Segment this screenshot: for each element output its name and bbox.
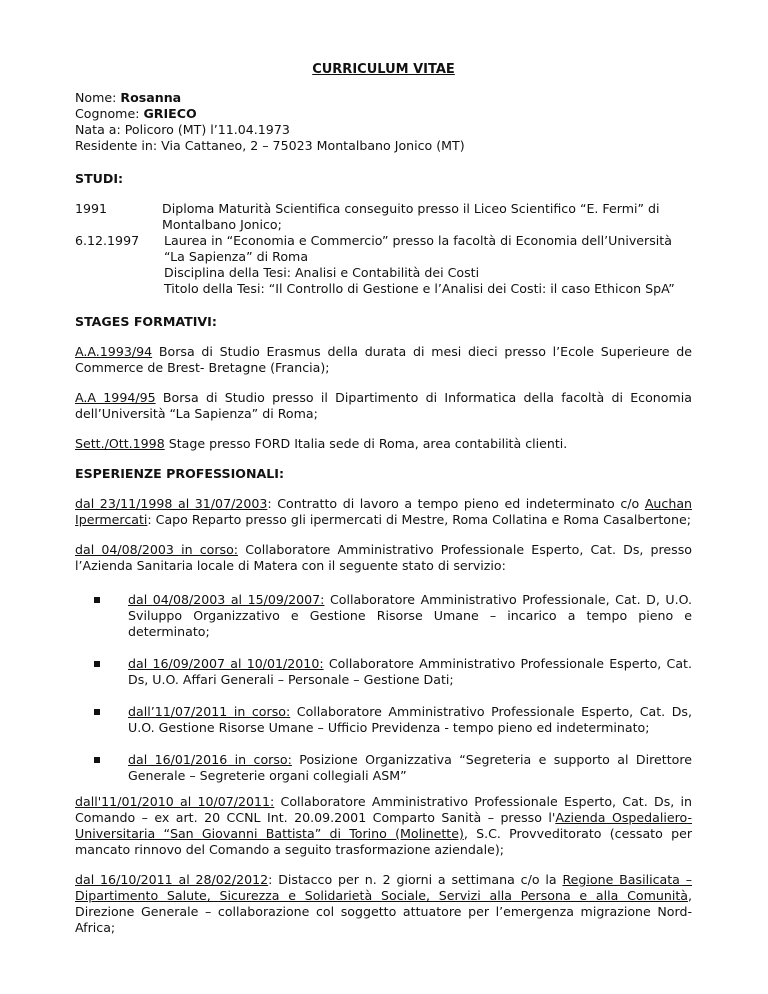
stages-heading: STAGES FORMATIVI: [75, 314, 217, 329]
cv-title: CURRICULUM VITAE [312, 62, 455, 77]
studi-row [75, 201, 692, 233]
servizio-item [75, 656, 692, 688]
esperienza-text: Collaboratore Amministrativo Professionale Esperto, Cat. Ds, presso l’Azienda Sanitaria locale di Matera con il seguente stato di servizio: [75, 542, 692, 573]
servizio-text: Posizione Organizzativa “Segreteria e supporto al Direttore Generale – Segreterie organi collegiali ASM” [128, 752, 692, 783]
servizio-text: Collaboratore Amministrativo Professionale Esperto, Cat. Ds, U.O. Gestione Risorse Umane – Ufficio Previdenza - tempo pieno ed indeterminato; [128, 704, 692, 735]
servizio-period: dal 16/09/2007 al 10/01/2010: [128, 656, 324, 671]
esperienza-item [75, 542, 692, 574]
esperienza-employer: Auchan Ipermercati [75, 496, 693, 527]
esperienza-employer: Azienda Ospedaliero-Universitaria “San Giovanni Battista” di Torino (Molinette) [75, 810, 692, 841]
studi-desc: Diploma Maturità Scientifica conseguito presso il Liceo Scientifico “E. Fermi” di Montalbano Jonico; [162, 201, 660, 232]
esperienza-period: dal 23/11/1998 al 31/07/2003 [75, 496, 268, 511]
esperienze-heading: ESPERIENZE PROFESSIONALI: [75, 466, 284, 481]
esperienza-text: : Distacco per n. 2 giorni a settimana c/o la [268, 872, 563, 887]
stage-item [75, 390, 692, 422]
studi-desc-line: Laurea in “Economia e Commercio” presso la facoltà di Economia dell’Università “La Sapienza” di Roma [164, 233, 672, 264]
servizio-text: Collaboratore Amministrativo Professionale Esperto, Cat. Ds, U.O. Affari Generali – Personale – Gestione Dati; [128, 656, 692, 687]
esperienza-period: dal 16/10/2011 al 28/02/2012 [75, 872, 269, 887]
stage-text: Stage presso FORD Italia sede di Roma, area contabilità clienti. [164, 436, 568, 451]
esperienza-period: dal 04/08/2003 in corso: [75, 542, 239, 557]
nome-line [75, 90, 692, 106]
studi-desc-line: Titolo della Tesi: “Il Controllo di Gestione e l’Analisi dei Costi: il caso Ethicon SpA” [164, 281, 675, 296]
cognome-line [75, 106, 692, 122]
esperienza-item [75, 794, 692, 858]
servizio-text: Collaboratore Amministrativo Professionale, Cat. D, U.O. Sviluppo Organizzativo e Gestione Risorse Umane – incarico a tempo pieno e determinato; [128, 592, 692, 639]
studi-heading: STUDI: [75, 171, 124, 186]
bullet-icon [94, 597, 100, 603]
esperienza-item [75, 496, 692, 528]
stage-item [75, 344, 692, 376]
studi-desc [164, 233, 692, 297]
esperienza-text: , S.C. Provveditorato (cessato per mancato rinnovo del Comando a seguito trasformazione aziendale); [75, 826, 692, 857]
studi-desc-line: Disciplina della Tesi: Analisi e Contabilità dei Costi [164, 265, 480, 280]
cognome-label: Cognome: [75, 106, 144, 121]
esperienza-item [75, 872, 692, 936]
stage-period: Sett./Ott.1998 [75, 436, 165, 451]
servizio-item [75, 704, 692, 736]
nascita-line: Nata a: Policoro (MT) l’11.04.1973 [75, 122, 290, 137]
stage-item [75, 436, 692, 452]
servizio-item [75, 752, 692, 784]
servizio-list [75, 592, 692, 784]
servizio-period: dal 04/08/2003 al 15/09/2007: [128, 592, 325, 607]
servizio-item [75, 592, 692, 640]
esperienza-employer: Regione Basilicata – Dipartimento Salute, Sicurezza e Solidarietà Sociale, Servizi alla Persona e alla Comunità [75, 872, 692, 903]
servizio-period: dal 16/01/2016 in corso: [128, 752, 292, 767]
esperienza-text: : Contratto di lavoro a tempo pieno ed indeterminato c/o [267, 496, 645, 511]
cv-page [75, 62, 692, 950]
stage-period: A.A.1993/94 [75, 344, 153, 359]
servizio-period: dall’11/07/2011 in corso: [128, 704, 291, 719]
bullet-icon [94, 709, 100, 715]
residenza-line: Residente in: Via Cattaneo, 2 – 75023 Montalbano Jonico (MT) [75, 138, 465, 153]
esperienza-text: Collaboratore Amministrativo Professionale Esperto, Cat. Ds, in Comando – ex art. 20 CCNL Int. 20.09.2001 Comparto Sanità – presso l' [75, 794, 692, 825]
bullet-icon [94, 757, 100, 763]
nome-label: Nome: [75, 90, 121, 105]
stage-period: A.A 1994/95 [75, 390, 156, 405]
studi-row [75, 233, 692, 297]
cognome-value: GRIECO [143, 106, 197, 121]
studi-date: 6.12.1997 [75, 233, 140, 248]
bullet-icon [94, 661, 100, 667]
esperienza-text: : Capo Reparto presso gli ipermercati di Mestre, Roma Collatina e Roma Casalbertone; [147, 512, 691, 527]
studi-date: 1991 [75, 201, 108, 216]
nome-value: Rosanna [120, 90, 182, 105]
stage-text: Borsa di Studio presso il Dipartimento di Informatica della facoltà di Economia dell’Università “La Sapienza” di Roma; [75, 390, 692, 421]
esperienza-text: , Direzione Generale – collaborazione col soggetto attuatore per l’emergenza migrazione Nord-Africa; [75, 888, 692, 935]
stage-text: Borsa di Studio Erasmus della durata di mesi dieci presso l’Ecole Superieure de Commerce de Brest- Bretagne (Francia); [75, 344, 692, 375]
esperienza-period: dall'11/01/2010 al 10/07/2011: [75, 794, 275, 809]
